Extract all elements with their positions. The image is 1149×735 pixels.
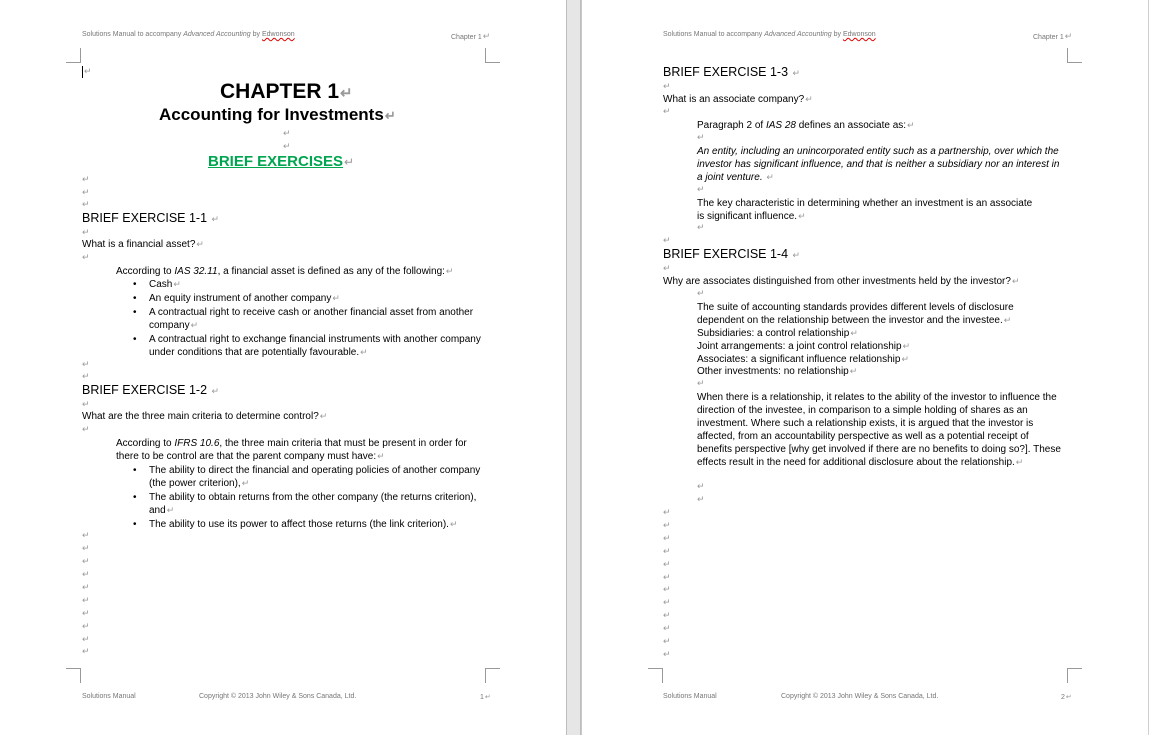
para-mark: ↵ bbox=[663, 649, 671, 659]
exercise-question-1-3: What is an associate company?↵ bbox=[663, 94, 813, 105]
exercise-bullets-1-2 bbox=[132, 464, 499, 532]
para-mark: ↵ bbox=[82, 227, 90, 237]
para-mark: ↵ bbox=[697, 378, 705, 388]
para-mark: ↵ bbox=[82, 543, 90, 553]
para-mark: ↵ bbox=[663, 623, 671, 633]
exercise-heading-1-1: BRIEF EXERCISE 1-1 ↵ bbox=[82, 211, 220, 225]
header-book-title: Advanced Accounting bbox=[183, 31, 251, 38]
header-prefix: Solutions Manual to accompany bbox=[663, 31, 763, 38]
list-item: • The ability to use its power to affect those returns (the link criterion).↵ bbox=[149, 518, 499, 531]
para-mark: ↵ bbox=[82, 252, 90, 262]
relation-associates: Associates: a significant influence relationship↵ bbox=[697, 354, 909, 365]
para-mark: ↵ bbox=[82, 556, 90, 566]
crop-mark-bottom-left bbox=[66, 668, 81, 683]
para-mark: ↵ bbox=[697, 222, 705, 232]
para-mark: ↵ bbox=[663, 235, 671, 245]
footer-copyright: Copyright © 2013 John Wiley & Sons Canada, Ltd. bbox=[781, 693, 939, 700]
para-mark: ↵ bbox=[82, 569, 90, 579]
page-gutter bbox=[566, 0, 581, 735]
para-mark: ↵ bbox=[663, 610, 671, 620]
para-mark: ↵ bbox=[82, 359, 90, 369]
crop-mark-top-right bbox=[485, 48, 500, 63]
relation-subsidiaries: Subsidiaries: a control relationship↵ bbox=[697, 328, 858, 339]
brief-exercises-heading: BRIEF EXERCISES↵ bbox=[208, 153, 355, 170]
para-mark: ↵ bbox=[82, 174, 90, 184]
crop-mark-top-left bbox=[648, 48, 662, 62]
list-item: • A contractual right to receive cash or another financial asset from another company↵ bbox=[149, 306, 489, 332]
exercise-question-1-2: What are the three main criteria to determine control?↵ bbox=[82, 411, 328, 422]
exercise-heading-1-3: BRIEF EXERCISE 1-3 ↵ bbox=[663, 65, 801, 79]
text-cursor bbox=[82, 66, 83, 78]
para-mark: ↵ bbox=[663, 559, 671, 569]
para-mark: ↵ bbox=[663, 81, 671, 91]
para-mark: ↵ bbox=[663, 533, 671, 543]
disclosure-suite-text: The suite of accounting standards provides different levels of disclosure dependent on the relationship between the investor and the investee.↵ bbox=[697, 302, 1014, 326]
list-item: • The ability to obtain returns from the other company (the returns criterion), and↵ bbox=[149, 491, 499, 517]
chapter-title: CHAPTER 1↵ bbox=[220, 80, 353, 103]
para-mark: ↵ bbox=[82, 634, 90, 644]
para-mark: ↵ bbox=[82, 530, 90, 540]
para-mark: ↵ bbox=[82, 582, 90, 592]
list-item: • The ability to direct the financial and operating policies of another company (the power criterion),↵ bbox=[149, 464, 499, 490]
para-mark: ↵ bbox=[663, 106, 671, 116]
list-item: • A contractual right to exchange financial instruments with another company under conditions that are potentially favourable.↵ bbox=[149, 333, 489, 359]
chapter-subtitle: Accounting for Investments↵ bbox=[159, 105, 396, 124]
page-header bbox=[82, 31, 295, 38]
para-mark: ↵ bbox=[663, 572, 671, 582]
crop-mark-bottom-right bbox=[485, 668, 500, 683]
exercise-question-1-4: Why are associates distinguished from other investments held by the investor?↵ bbox=[663, 276, 1020, 287]
para-mark: ↵ bbox=[663, 597, 671, 607]
header-author: Edwonson bbox=[842, 31, 876, 38]
header-chapter: Chapter 1↵ bbox=[1033, 31, 1073, 41]
exercise-paragraph-1-3: Paragraph 2 of IAS 28 defines an associate as:↵ bbox=[697, 120, 915, 131]
header-by: by bbox=[833, 31, 842, 38]
header-author: Edwonson bbox=[261, 31, 295, 38]
para-mark: ↵ bbox=[82, 621, 90, 631]
para-mark: ↵ bbox=[82, 199, 90, 209]
relation-joint-arrangements: Joint arrangements: a joint control relationship↵ bbox=[697, 341, 911, 352]
key-characteristic: The key characteristic in determining whether an investment is an associate is significant influence.↵ bbox=[697, 198, 1033, 222]
crop-mark-top-right bbox=[1067, 48, 1082, 63]
footer-left: Solutions Manual bbox=[663, 693, 717, 700]
document-page-2 bbox=[581, 0, 1148, 735]
list-item: • An equity instrument of another company↵ bbox=[149, 292, 489, 305]
para-mark: ↵ bbox=[697, 494, 705, 504]
footer-page-number: 1↵ bbox=[480, 694, 491, 701]
associate-definition: An entity, including an unincorporated entity such as a partnership, over which the investor has significant influence, and that is neither a subsidiary nor an interest in a joint venture. ↵ bbox=[697, 146, 1060, 183]
footer-left: Solutions Manual bbox=[82, 693, 136, 700]
para-mark: ↵ bbox=[82, 187, 90, 197]
exercise-bullets-1-1 bbox=[132, 278, 489, 360]
para-mark: ↵ bbox=[697, 481, 705, 491]
para-mark: ↵ bbox=[82, 371, 90, 381]
exercise-heading-1-4: BRIEF EXERCISE 1-4 ↵ bbox=[663, 247, 801, 261]
para-mark: ↵ bbox=[82, 399, 90, 409]
exercise-intro-1-2: According to IFRS 10.6, the three main criteria that must be present in order for there to be control are that the parent company must have:↵ bbox=[116, 438, 467, 462]
para-mark: ↵ bbox=[663, 520, 671, 530]
relationship-explanation: When there is a relationship, it relates to the ability of the investor to influence the direction of the investee, in comparison to a simple holding of shares as an investment. Where such a relationship exists, it is argued that the investor is affected, from an accountability perspective as well as a potential receipt of benefits perspective [why get involved if there are no benefits to doing so?]. These effects result in the need for additional disclosure about the relationship.↵ bbox=[697, 392, 1061, 468]
crop-mark-bottom-right bbox=[1067, 668, 1082, 683]
exercise-heading-1-2: BRIEF EXERCISE 1-2 ↵ bbox=[82, 383, 220, 397]
header-book-title: Advanced Accounting bbox=[764, 31, 832, 38]
relation-other-investments: Other investments: no relationship↵ bbox=[697, 366, 858, 377]
list-item: • Cash↵ bbox=[149, 278, 489, 291]
para-mark: ↵ bbox=[82, 424, 90, 434]
para-mark: ↵ bbox=[663, 263, 671, 273]
para-mark: ↵ bbox=[697, 288, 705, 298]
footer-page-number: 2↵ bbox=[1061, 694, 1072, 701]
crop-mark-top-left bbox=[66, 48, 81, 63]
para-mark: ↵ bbox=[283, 141, 291, 151]
header-prefix: Solutions Manual to accompany bbox=[82, 31, 182, 38]
header-by: by bbox=[252, 31, 261, 38]
page-header bbox=[663, 31, 876, 38]
crop-mark-bottom-left bbox=[648, 668, 663, 683]
para-mark: ↵ bbox=[697, 184, 705, 194]
para-mark: ↵ bbox=[84, 66, 92, 76]
para-mark: ↵ bbox=[663, 546, 671, 556]
para-mark: ↵ bbox=[82, 608, 90, 618]
para-mark: ↵ bbox=[697, 132, 705, 142]
exercise-question-1-1: What is a financial asset?↵ bbox=[82, 239, 204, 250]
document-page-1 bbox=[0, 0, 566, 735]
exercise-intro-1-1: According to IAS 32.11, a financial asset is defined as any of the following:↵ bbox=[116, 266, 454, 277]
para-mark: ↵ bbox=[663, 584, 671, 594]
para-mark: ↵ bbox=[82, 646, 90, 656]
para-mark: ↵ bbox=[663, 636, 671, 646]
para-mark: ↵ bbox=[82, 595, 90, 605]
footer-copyright: Copyright © 2013 John Wiley & Sons Canada, Ltd. bbox=[199, 693, 357, 700]
header-chapter: Chapter 1↵ bbox=[451, 31, 491, 41]
para-mark: ↵ bbox=[283, 128, 291, 138]
para-mark: ↵ bbox=[663, 507, 671, 517]
